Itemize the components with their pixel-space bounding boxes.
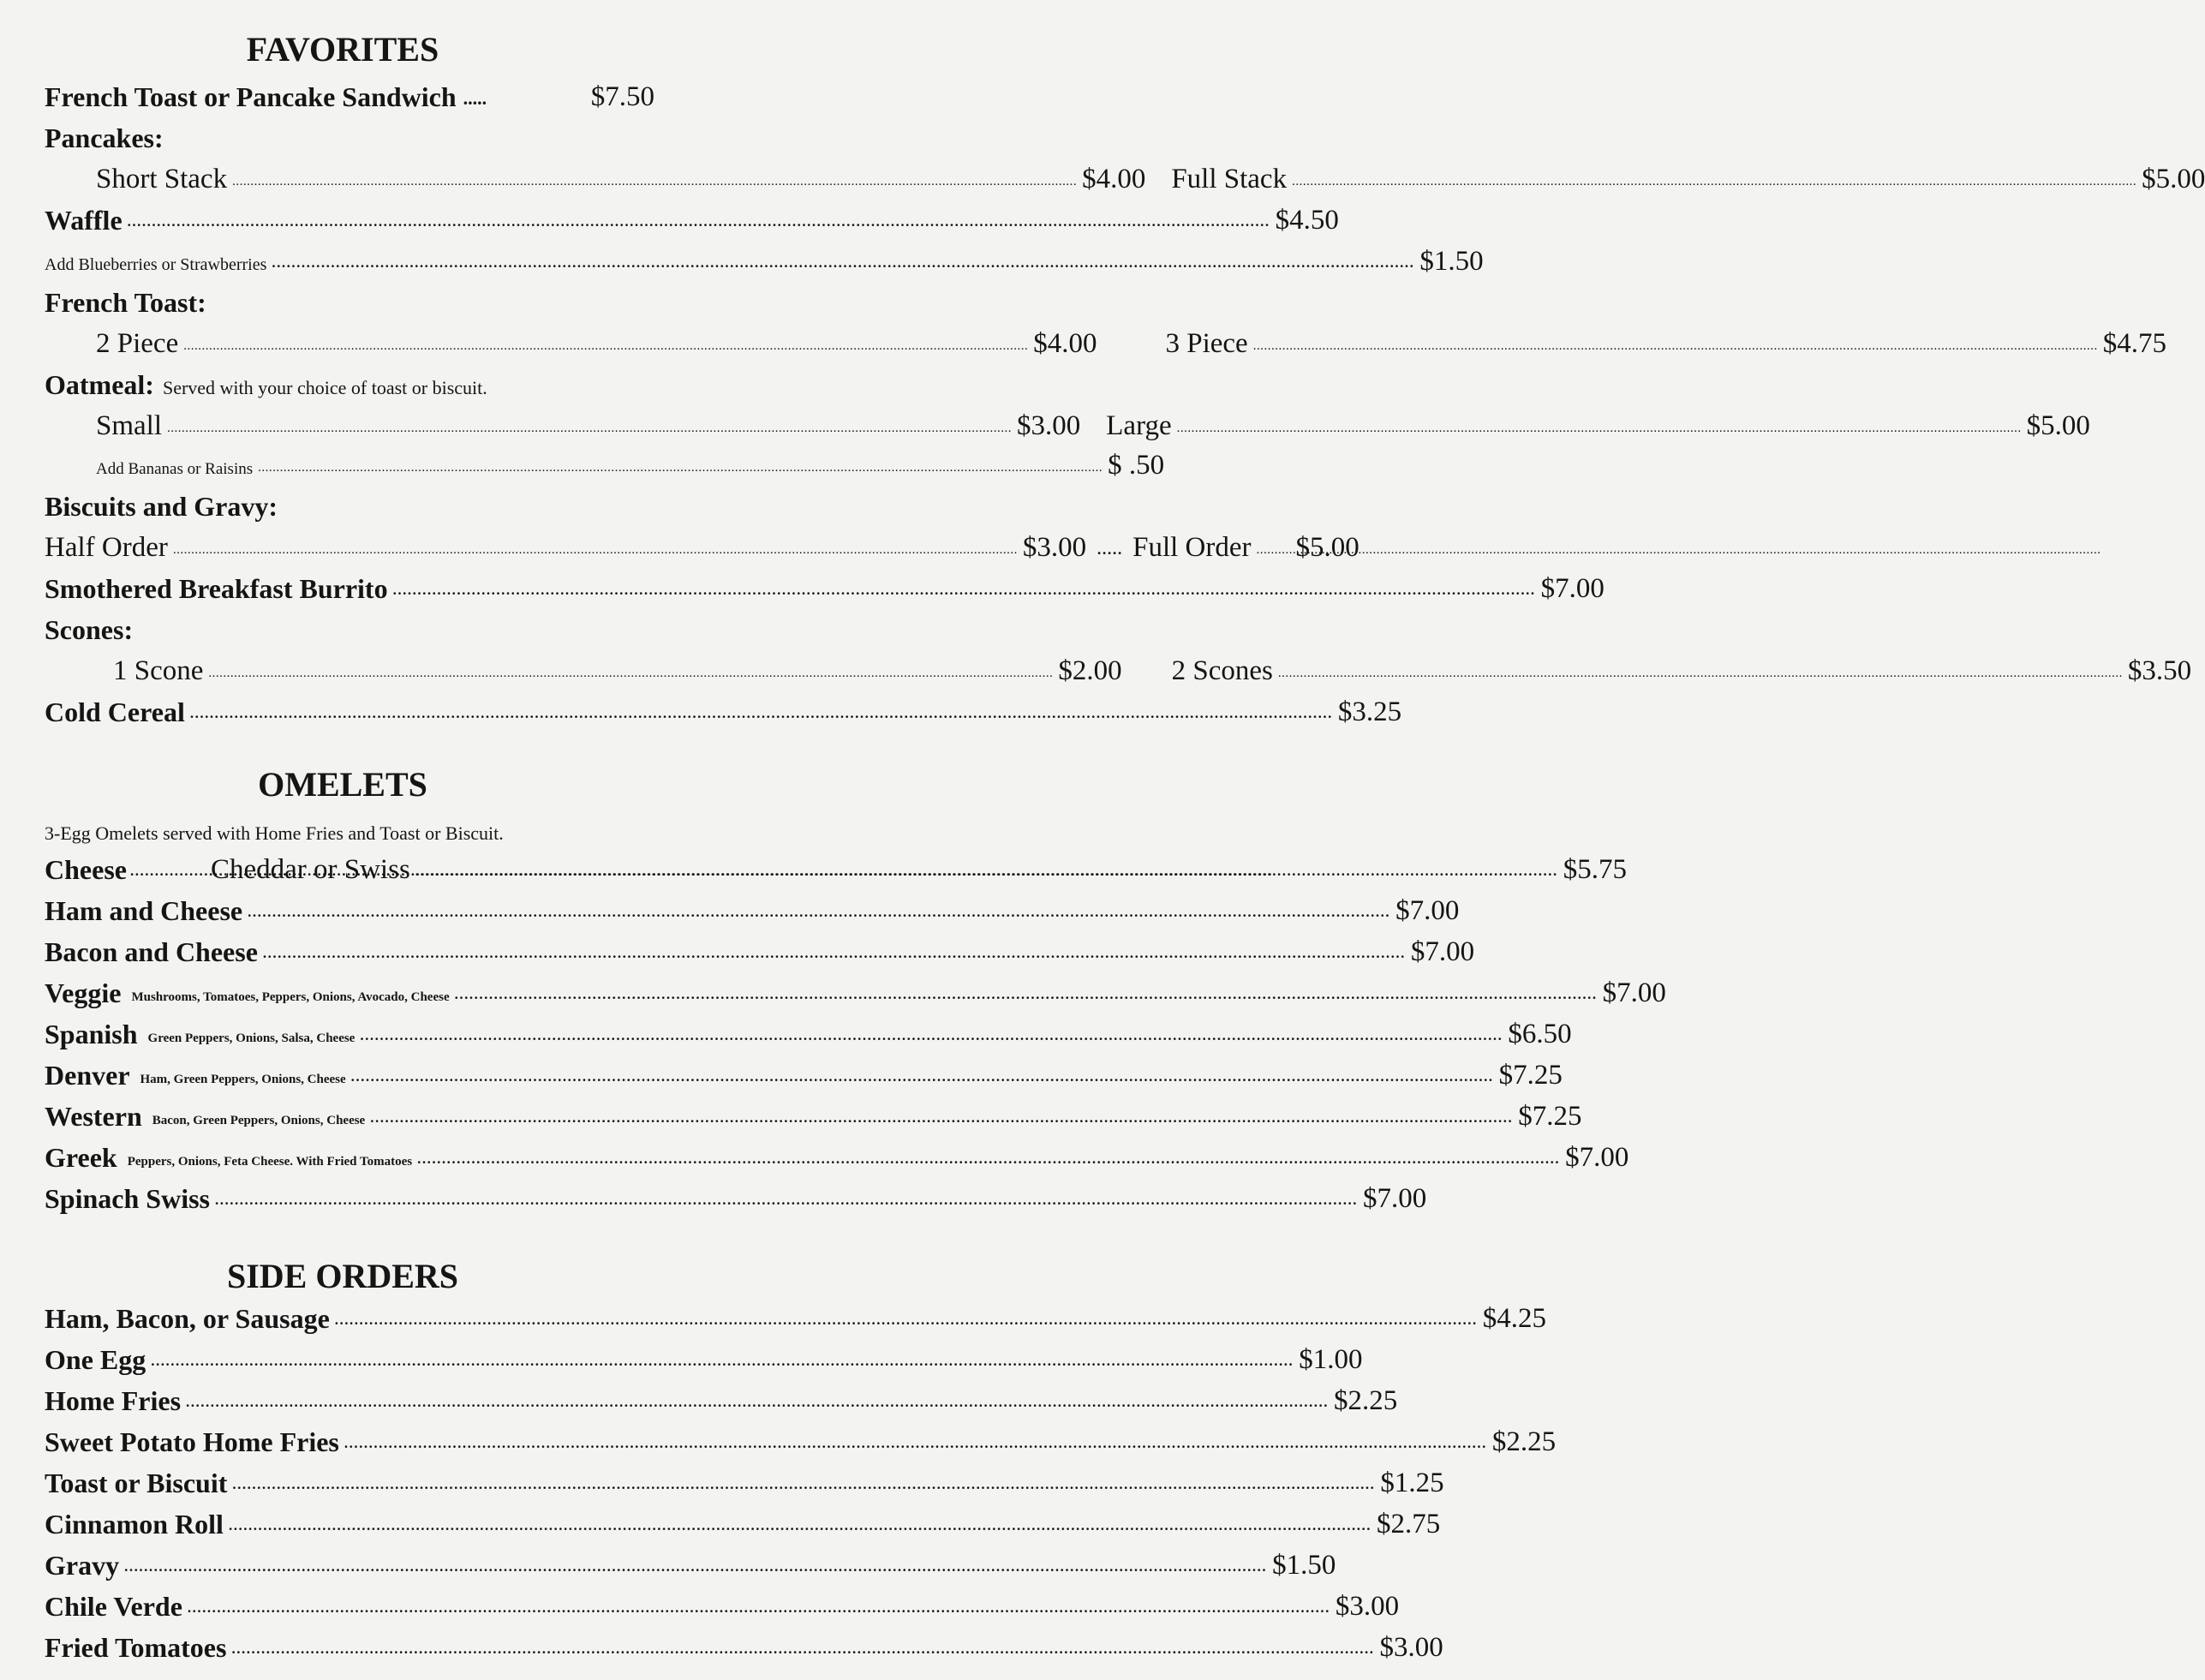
leader-dots [231, 1641, 1374, 1658]
leader-dots [151, 1353, 1294, 1370]
item-name: Fried Tomatoes [45, 1632, 227, 1663]
menu-item-spinach-swiss-omelet [45, 1175, 1427, 1215]
leader-dots [167, 421, 1012, 436]
item-price: $2.75 [1376, 1509, 1441, 1540]
item-price: $1.00 [1299, 1344, 1363, 1375]
item-name: Toast or Biscuit [45, 1468, 228, 1498]
omelets-note: 3-Egg Omelets served with Home Fries and Toast or Biscuit. [45, 822, 504, 844]
omelets-heading: OMELETS [258, 765, 427, 804]
menu-item-cheese-omelet [45, 846, 1628, 886]
item-price: $3.00 [1022, 532, 1087, 563]
item-name: Add Blueberries or Strawberries [45, 255, 267, 274]
item-price: $2.00 [1058, 655, 1122, 686]
item-price: $7.00 [1410, 936, 1475, 967]
item-name: Veggie [45, 978, 122, 1008]
menu-item-french-toast-pancake-sandwich [45, 74, 654, 113]
menu-item-waffle [45, 197, 1339, 236]
menu-item-2-piece [96, 328, 1097, 360]
leader-dots [190, 705, 1333, 722]
item-name: French Toast or Pancake Sandwich [45, 81, 457, 112]
item-price: $4.50 [1275, 205, 1339, 236]
menu-item-denver-omelet [45, 1052, 1563, 1091]
item-name: Sweet Potato Home Fries [45, 1426, 339, 1457]
leader-dots [455, 986, 1598, 1003]
menu-item-short-stack [96, 164, 1145, 195]
item-name: Chile Verde [45, 1591, 182, 1622]
menu-item-bacon-cheese-omelet [45, 929, 1475, 968]
scones-options-row [113, 648, 2192, 687]
side-item [45, 1378, 1398, 1417]
leader-dots [229, 1517, 1371, 1534]
leader-dots [344, 1435, 1487, 1452]
item-price: $3.00 [1379, 1632, 1443, 1663]
leader-dots: ..... [1097, 537, 1123, 559]
leader-dots [128, 213, 1270, 230]
leader-dots [1292, 175, 2136, 189]
menu-item-oatmeal-small [96, 410, 1080, 442]
item-price: $7.00 [1602, 978, 1666, 1008]
item-price: $1.25 [1380, 1468, 1444, 1498]
item-price: $7.00 [1362, 1183, 1427, 1214]
item-name: Cinnamon Roll [45, 1509, 224, 1540]
item-price: $ .50 [1108, 450, 1165, 481]
leader-dots [360, 1027, 1503, 1044]
side-item [45, 1583, 1400, 1623]
leader-dots [173, 543, 1018, 558]
category-label: Scones: [45, 614, 134, 645]
item-name: 1 Scone [113, 655, 204, 686]
leader-dots [188, 1599, 1330, 1617]
item-detail: Mushrooms, Tomatoes, Peppers, Onions, Avocado, Cheese [131, 990, 450, 1004]
leader-dots [393, 582, 1536, 599]
item-name: Home Fries [45, 1385, 182, 1416]
scones-label-row [45, 607, 654, 646]
item-name: Small [96, 410, 163, 441]
item-price: $4.75 [2102, 328, 2166, 359]
menu-item-cold-cereal [45, 689, 1402, 728]
category-label: Biscuits and Gravy: [45, 491, 278, 522]
leader-dots [124, 1558, 1267, 1575]
item-price: $7.00 [1565, 1142, 1629, 1173]
pancakes-options-row [96, 156, 2205, 195]
leader-dots [248, 904, 1390, 921]
menu-item-spanish-omelet [45, 1011, 1572, 1050]
side-orders-heading: SIDE ORDERS [226, 1257, 459, 1295]
menu-item-1-scone [113, 655, 1122, 687]
item-price: $7.25 [1498, 1060, 1563, 1091]
leader-dots [258, 461, 1102, 475]
item-price: $5.75 [1563, 854, 1628, 885]
item-name: Gravy [45, 1550, 120, 1581]
oatmeal-options-row [96, 403, 2090, 442]
side-item [45, 1542, 1336, 1581]
menu-item-add-bananas [96, 442, 1165, 481]
item-price: $3.25 [1337, 697, 1402, 727]
item-price: $5.00 [2026, 410, 2090, 441]
item-name: Large [1106, 410, 1172, 441]
leader-dots: ..... [463, 87, 487, 109]
omelets-note-row [45, 805, 654, 845]
oatmeal-label-row [45, 362, 654, 401]
leader-dots [215, 1192, 1358, 1209]
menu-item-veggie-omelet [45, 970, 1666, 1009]
item-name: Greek [45, 1142, 117, 1173]
item-price: $4.00 [1082, 164, 1146, 194]
item-price: $1.50 [1419, 246, 1484, 277]
item-name: Bacon and Cheese [45, 936, 258, 967]
item-name: Full Stack [1171, 164, 1288, 194]
item-price: $5.00 [2142, 164, 2205, 194]
item-name: 2 Piece [96, 328, 179, 359]
menu-item-western-omelet [45, 1093, 1582, 1133]
leader-dots [232, 175, 1077, 189]
item-detail: Green Peppers, Onions, Salsa, Cheese [147, 1031, 356, 1045]
french-toast-options-row [96, 320, 2166, 360]
leader-dots [415, 863, 1558, 880]
item-price: $1.50 [1272, 1550, 1336, 1581]
side-item [45, 1501, 1441, 1540]
item-price: $7.00 [1540, 573, 1604, 604]
leader-dots [183, 339, 1028, 354]
item-name: Denver [45, 1060, 130, 1091]
item-name: Cold Cereal [45, 697, 185, 727]
leader-dots [1257, 543, 1291, 558]
item-price: $2.25 [1334, 1385, 1398, 1416]
item-name: Smothered Breakfast Burrito [45, 573, 388, 604]
item-detail: Cheddar or Swiss [210, 854, 410, 885]
leader-dots [232, 1476, 1375, 1493]
favorites-heading: FAVORITES [246, 30, 439, 69]
side-item [45, 1336, 1363, 1376]
item-name: 3 Piece [1165, 328, 1248, 359]
item-price: $4.25 [1482, 1303, 1547, 1334]
category-label: Oatmeal: [45, 369, 154, 400]
menu-item-full-stack [1171, 164, 2205, 195]
side-item [45, 1460, 1444, 1499]
oatmeal-note: Served with your choice of toast or biscuit. [162, 377, 487, 398]
leader-dots [370, 1109, 1513, 1127]
item-detail: Peppers, Onions, Feta Cheese. With Fried Tomatoes [127, 1155, 413, 1169]
item-price: $6.50 [1508, 1019, 1572, 1049]
item-price: $3.50 [2127, 655, 2192, 686]
item-name: Cheese [45, 854, 127, 885]
biscuits-gravy-options-row [45, 524, 1359, 564]
pancakes-label-row [45, 115, 654, 154]
item-name: 2 Scones [1171, 655, 1273, 686]
leader-dots [351, 1068, 1494, 1085]
item-price: $7.00 [1395, 895, 1460, 926]
item-price: $5.00 [1295, 532, 1359, 563]
leader-dots [417, 1151, 1560, 1168]
item-detail: Bacon, Green Peppers, Onions, Cheese [152, 1114, 366, 1127]
leader-dots [208, 667, 1053, 681]
menu-item-ham-cheese-omelet [45, 888, 1460, 927]
leader-dots [1278, 667, 2123, 681]
leader-dots [1253, 339, 2098, 354]
menu-item-add-berries [45, 238, 1484, 278]
item-price: $4.00 [1033, 328, 1097, 359]
category-label: French Toast: [45, 287, 206, 318]
french-toast-label-row [45, 279, 654, 319]
item-name: Half Order [45, 532, 168, 563]
leader-dots [186, 1394, 1329, 1411]
item-name: Western [45, 1101, 142, 1132]
menu-item-2-scones [1172, 655, 2192, 687]
item-name: Spinach Swiss [45, 1183, 210, 1214]
biscuits-gravy-label-row [45, 483, 654, 523]
item-name: Waffle [45, 205, 122, 236]
leader-dots [335, 1312, 1478, 1329]
leader-dots [272, 254, 1414, 272]
item-price: $7.25 [1518, 1101, 1582, 1132]
leader-dots [263, 945, 1406, 962]
item-name: Add Bananas or Raisins [96, 460, 254, 478]
item-price: $3.00 [1335, 1591, 1400, 1622]
item-name: One Egg [45, 1344, 146, 1375]
item-name: Ham and Cheese [45, 895, 243, 926]
item-name: Spanish [45, 1019, 138, 1049]
item-price: $7.50 [590, 81, 654, 112]
item-name: Short Stack [96, 164, 228, 194]
item-name: Ham, Bacon, or Sausage [45, 1303, 330, 1334]
menu-item-greek-omelet [45, 1134, 1629, 1174]
item-detail: Ham, Green Peppers, Onions, Cheese [140, 1073, 346, 1086]
menu-item-3-piece [1165, 328, 2166, 360]
side-item [45, 1624, 1443, 1664]
side-item [45, 1419, 1557, 1458]
category-label: Pancakes: [45, 123, 164, 153]
item-name: Full Order [1132, 532, 1252, 563]
menu-item-oatmeal-large [1106, 410, 2090, 442]
leader-dots [130, 863, 207, 880]
side-item [45, 1295, 1547, 1335]
leader-dots [1177, 421, 2022, 436]
menu-item-burrito [45, 565, 1604, 605]
item-price: $3.00 [1017, 410, 1081, 441]
item-price: $2.25 [1491, 1426, 1557, 1457]
